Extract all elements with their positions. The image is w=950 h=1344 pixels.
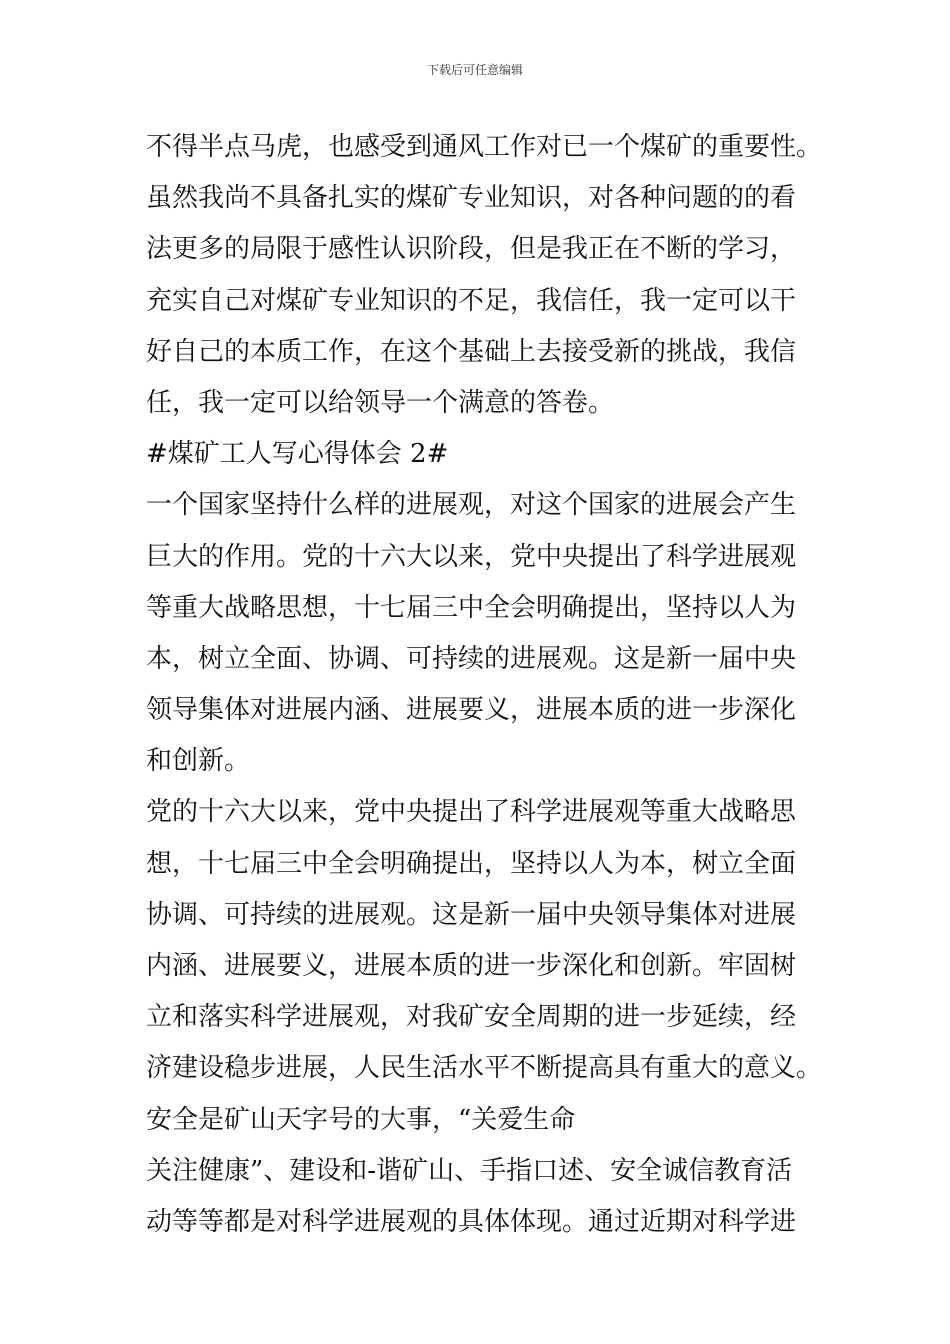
text-line: 不得半点马虎，也感受到通风工作对已一个煤矿的重要性。	[146, 132, 823, 162]
section-heading: #煤矿工人写心得体会 2#	[146, 439, 449, 470]
text-line: 任，我一定可以给领导一个满意的答卷。	[146, 387, 615, 418]
text-line: 立和落实科学进展观，对我矿安全周期的进一步延续，经	[146, 1002, 797, 1033]
text-line: 等重大战略思想，十七届三中全会明确提出，坚持以人为	[146, 592, 797, 623]
text-line: 内涵、进展要义，进展本质的进一步深化和创新。牢固树	[146, 951, 797, 981]
page-header: 下载后可任意编辑	[426, 63, 523, 77]
text-line: 充实自己对煤矿专业知识的不足，我信任，我一定可以干	[146, 285, 797, 316]
text-line: 本，树立全面、协调、可持续的进展观。这是新一届中央	[146, 643, 797, 674]
text-line: 安全是矿山天字号的大事，“关爱生命	[146, 1104, 576, 1135]
text-line: 领导集体对进展内涵、进展要义，进展本质的进一步深化	[146, 695, 797, 726]
document-body	[146, 122, 823, 1248]
text-line: 一个国家坚持什么样的进展观，对这个国家的进展会产生	[146, 490, 797, 521]
text-line: 党的十六大以来，党中央提出了科学进展观等重大战略思	[146, 797, 797, 828]
text-line: 和创新。	[146, 746, 251, 777]
text-line: 好自己的本质工作，在这个基础上去接受新的挑战，我信	[146, 336, 797, 367]
text-line: 关注健康”、建设和-谐矿山、手指口述、安全诚信教育活	[146, 1155, 793, 1186]
text-line: 巨大的作用。党的十六大以来，党中央提出了科学进展观	[146, 541, 797, 572]
text-line: 虽然我尚不具备扎实的煤矿专业知识，对各种问题的的看	[146, 183, 797, 214]
text-line: 法更多的局限于感性认识阶段，但是我正在不断的学习，	[146, 234, 797, 265]
text-line: 协调、可持续的进展观。这是新一届中央领导集体对进展	[146, 899, 797, 930]
text-line: 济建设稳步进展，人民生活水平不断提高具有重大的意义。	[146, 1053, 823, 1084]
text-line: 动等等都是对科学进展观的具体体现。通过近期对科学进	[146, 1206, 797, 1237]
text-line: 想，十七届三中全会明确提出，坚持以人为本，树立全面	[146, 848, 797, 879]
